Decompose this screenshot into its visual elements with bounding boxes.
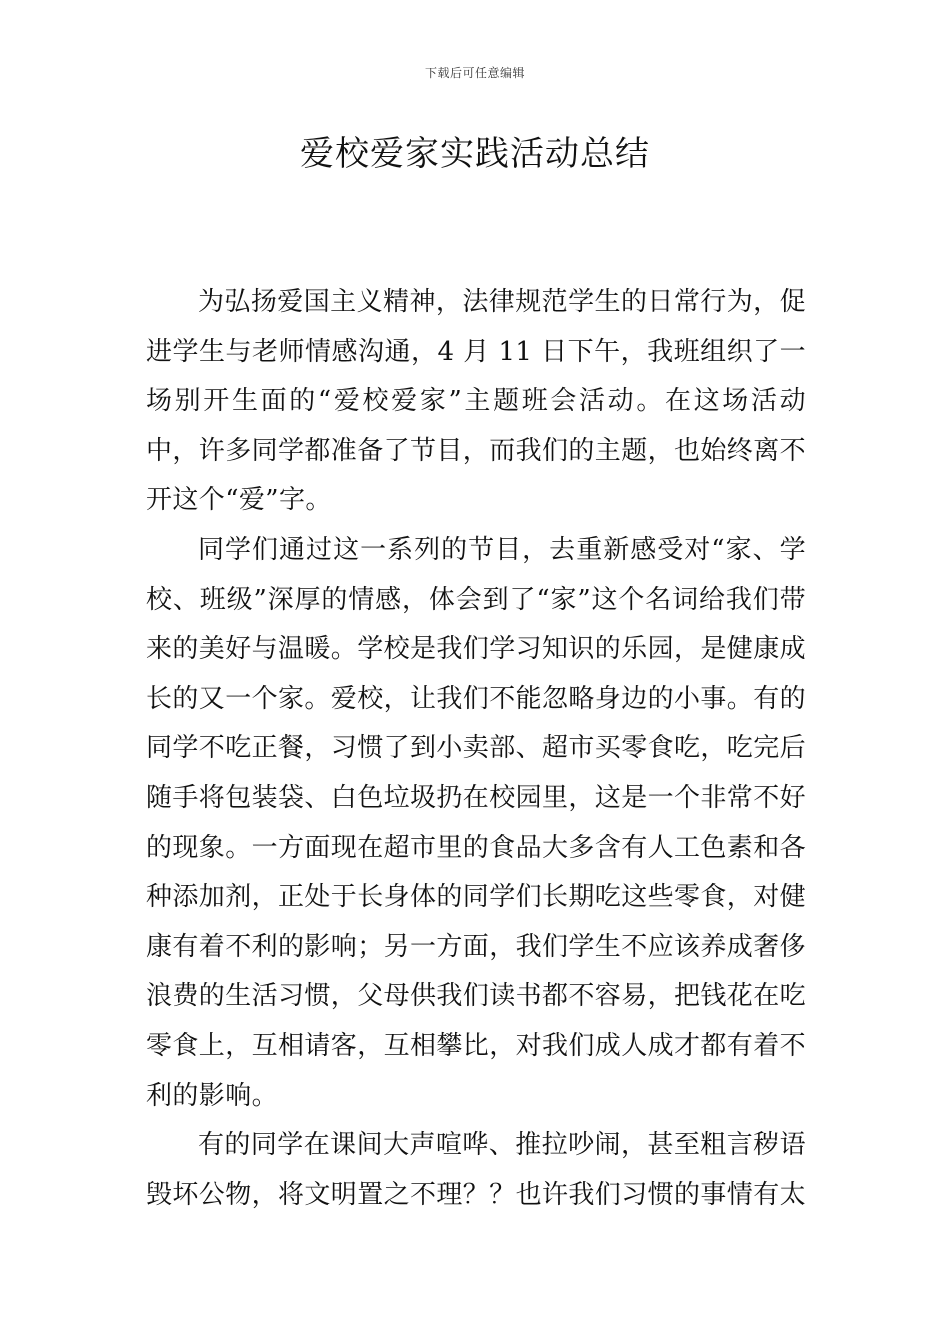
header-note: 下载后可任意编辑 xyxy=(424,66,525,80)
paragraph: 为弘扬爱国主义精神，法律规范学生的日常行为，促进学生与老师情感沟通，4 月 11 日下午，我班组织了一场别开生面的“爱校爱家”主题班会活动。在这场活动中，许多同学都准备了节目，而我们的主题，也始终离不开这个“爱”字。 xyxy=(146,287,807,516)
paragraph: 有的同学在课间大声喧哗、推拉吵闹，甚至粗言秽语毁坏公物，将文明置之不理？？也许我们习惯的事情有太 xyxy=(146,1130,807,1210)
paragraph: 同学们通过这一系列的节目，去重新感受对“家、学校、班级”深厚的情感，体会到了“家”这个名词给我们带来的美好与温暖。学校是我们学习知识的乐园，是健康成长的又一个家。爱校，让我们不能忽略身边的小事。有的同学不吃正餐，习惯了到小卖部、超市买零食吃，吃完后随手将包装袋、白色垃圾扔在校园里，这是一个非常不好的现象。一方面现在超市里的食品大多含有人工色素和各种添加剂，正处于长身体的同学们长期吃这些零食，对健康有着不利的影响；另一方面，我们学生不应该养成奢侈浪费的生活习惯，父母供我们读书都不容易，把钱花在吃零食上，互相请客，互相攀比，对我们成人成才都有着不利的影响。 xyxy=(146,534,807,1111)
document-title: 爱校爱家实践活动总结 xyxy=(300,134,650,174)
document-body xyxy=(146,278,806,1220)
